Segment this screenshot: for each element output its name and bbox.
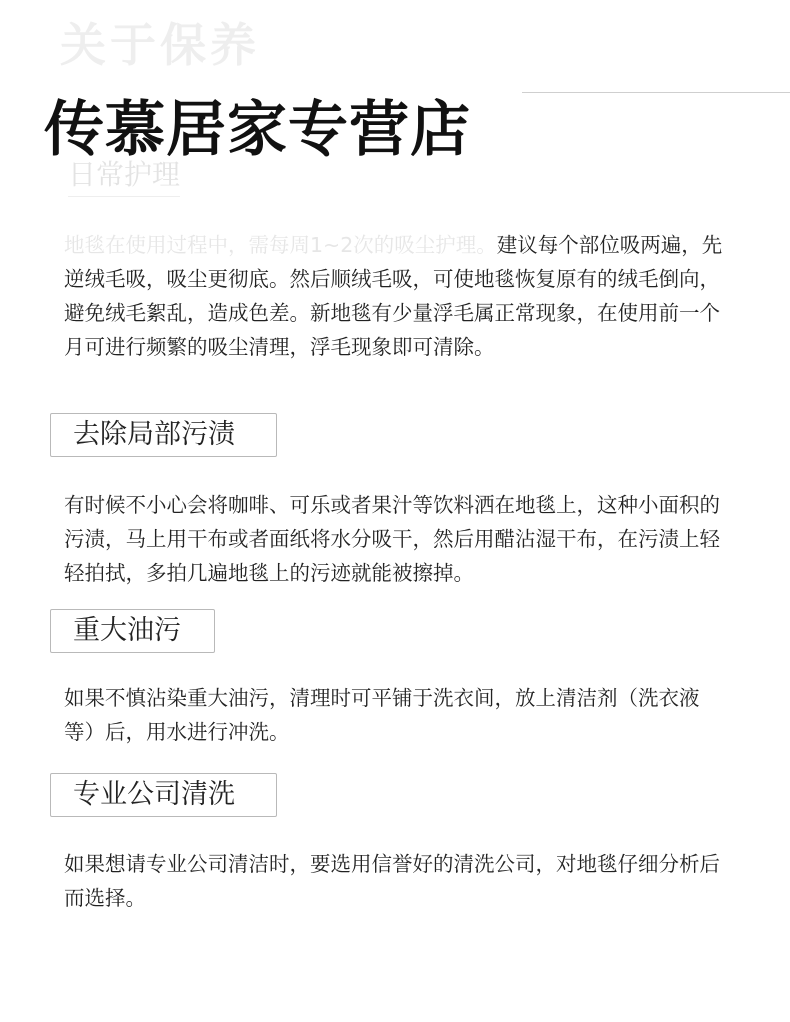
daily-care-text: 建议每个部位吸两遍，先逆绒毛吸，吸尘更彻底。然后顺绒毛吸，可使地毯恢复原有的绒毛倒向，避免绒毛絮乱，造成色差。新地毯有少量浮毛属正常现象，在使用前一个月可进行频繁的吸尘清理，浮毛现象即可清除。 [64, 233, 723, 359]
daily-care-paragraph [64, 228, 724, 364]
faded-subtitle: 日常护理 [68, 158, 180, 197]
heavy-oil-paragraph: 如果不慎沾染重大油污，清理时可平铺于洗衣间，放上清洁剂（洗衣液等）后，用水进行冲洗。 [64, 686, 700, 744]
store-name-watermark: 传慕居家专营店 [44, 95, 471, 165]
divider-line [522, 92, 790, 93]
faded-section-title: 关于保养 [60, 18, 260, 72]
professional-cleaning-paragraph: 如果想请专业公司清洁时，要选用信誉好的清洗公司，对地毯仔细分析后而选择。 [64, 852, 720, 910]
heading-remove-stains: 去除局部污渍 [50, 413, 277, 457]
remove-stains-paragraph: 有时候不小心会将咖啡、可乐或者果汁等饮料洒在地毯上，这种小面积的污渍，马上用干布或者面纸将水分吸干，然后用醋沾湿干布，在污渍上轻轻拍拭，多拍几遍地毯上的污迹就能被擦掉。 [64, 493, 720, 585]
daily-care-faded-lead: 地毯在使用过程中，需每周1~2次的吸尘护理。 [64, 233, 497, 257]
heading-heavy-oil: 重大油污 [50, 609, 215, 653]
heading-professional-cleaning: 专业公司清洗 [50, 773, 277, 817]
